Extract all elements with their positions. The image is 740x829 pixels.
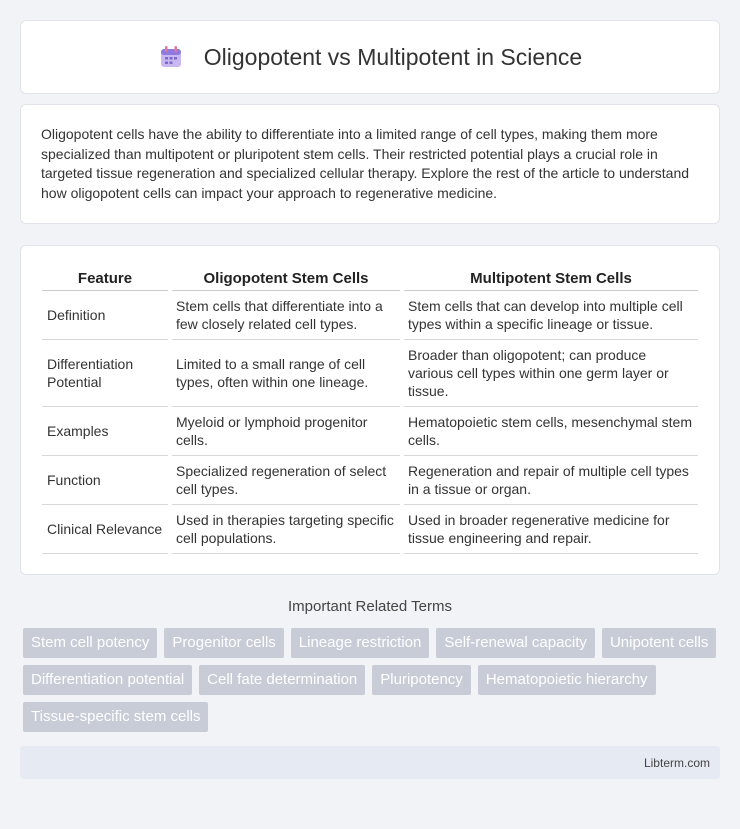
tag-hematopoietic-hierarchy[interactable]: Hematopoietic hierarchy <box>478 665 656 695</box>
column-header-multipotent: Multipotent Stem Cells <box>404 266 698 291</box>
table-cell: Definition <box>42 291 168 340</box>
header-card <box>20 20 720 94</box>
tag-differentiation-potential[interactable]: Differentiation potential <box>23 665 192 695</box>
table-header-row <box>42 266 698 291</box>
table-cell: Stem cells that differentiate into a few closely related cell types. <box>172 291 400 340</box>
table-cell: Broader than oligopotent; can produce various cell types within one germ layer or tissue. <box>404 340 698 407</box>
table-cell: Differentiation Potential <box>42 340 168 407</box>
column-header-feature: Feature <box>42 266 168 291</box>
tag-tissue-specific-stem-cells[interactable]: Tissue-specific stem cells <box>23 702 208 732</box>
tag-self-renewal-capacity[interactable]: Self-renewal capacity <box>436 628 595 658</box>
table-cell: Specialized regeneration of select cell types. <box>172 456 400 505</box>
table-cell: Used in therapies targeting specific cell populations. <box>172 505 400 554</box>
table-cell: Clinical Relevance <box>42 505 168 554</box>
table-row <box>42 505 698 554</box>
table-cell: Myeloid or lymphoid progenitor cells. <box>172 407 400 456</box>
table-row <box>42 407 698 456</box>
tag-stem-cell-potency[interactable]: Stem cell potency <box>23 628 157 658</box>
footer-site-link[interactable]: Libterm.com <box>643 755 710 770</box>
tag-lineage-restriction[interactable]: Lineage restriction <box>291 628 430 658</box>
table-row <box>42 291 698 340</box>
calendar-icon <box>158 44 184 70</box>
table-cell: Examples <box>42 407 168 456</box>
comparison-table <box>38 266 702 554</box>
table-cell: Limited to a small range of cell types, often within one lineage. <box>172 340 400 407</box>
table-cell: Stem cells that can develop into multiple cell types within a specific lineage or tissue. <box>404 291 698 340</box>
intro-text: Oligopotent cells have the ability to differentiate into a limited range of cell types, making them more specialized than multipotent or pluripotent stem cells. Their restricted potential plays a crucial role in targeted tissue regeneration and specialized cellular therapy. Explore the rest of the article to understand how oligopotent cells can impact your approach to regenerative medicine. <box>41 126 690 201</box>
table-cell: Regeneration and repair of multiple cell types in a tissue or organ. <box>404 456 698 505</box>
tag-cell-fate-determination[interactable]: Cell fate determination <box>199 665 365 695</box>
tag-pluripotency[interactable]: Pluripotency <box>372 665 471 695</box>
column-header-oligopotent: Oligopotent Stem Cells <box>172 266 400 291</box>
footer <box>20 746 720 779</box>
comparison-table-card <box>20 245 720 575</box>
related-terms-tags <box>23 628 720 732</box>
related-terms-title: Important Related Terms <box>288 598 452 615</box>
tag-progenitor-cells[interactable]: Progenitor cells <box>164 628 283 658</box>
page-title: Oligopotent vs Multipotent in Science <box>203 43 583 70</box>
intro-card <box>20 104 720 224</box>
table-row <box>42 456 698 505</box>
table-cell: Function <box>42 456 168 505</box>
table-row <box>42 340 698 407</box>
tag-unipotent-cells[interactable]: Unipotent cells <box>602 628 716 658</box>
table-cell: Hematopoietic stem cells, mesenchymal stem cells. <box>404 407 698 456</box>
table-cell: Used in broader regenerative medicine for tissue engineering and repair. <box>404 505 698 554</box>
